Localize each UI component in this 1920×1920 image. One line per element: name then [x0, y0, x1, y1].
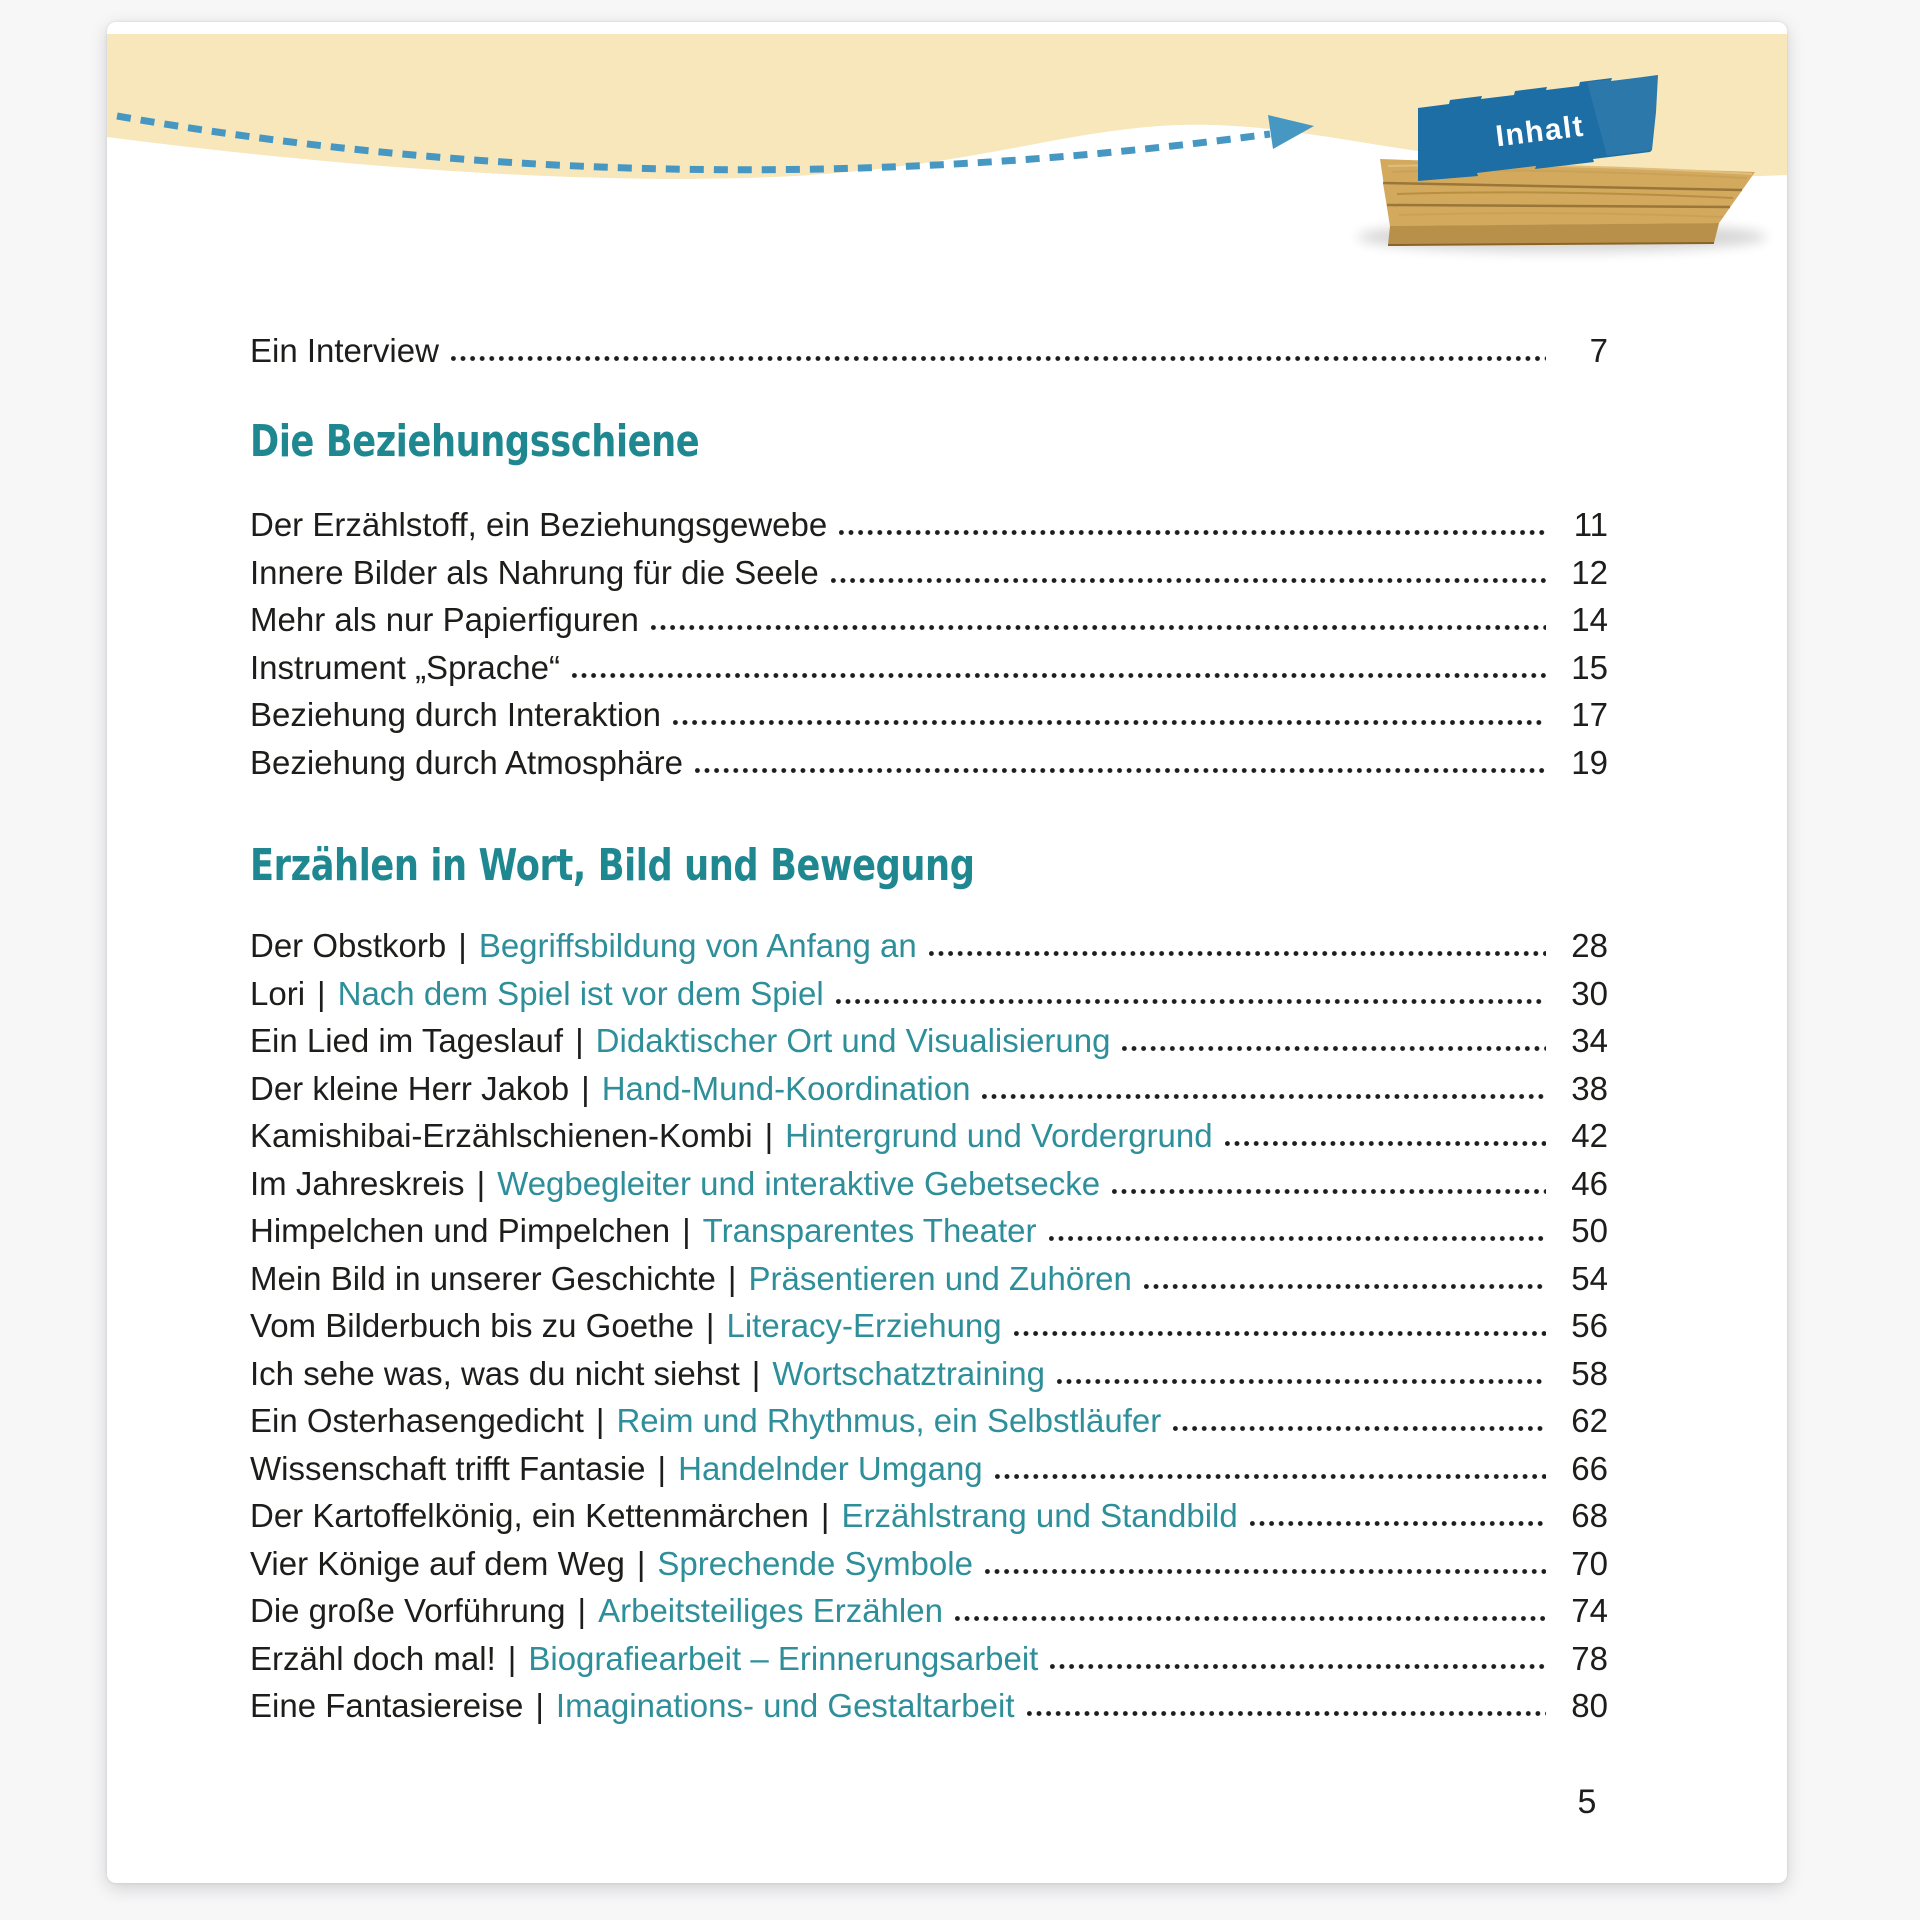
dot-leader	[955, 1616, 1546, 1621]
entry-title: Ein Lied im Tageslauf	[250, 1022, 564, 1059]
entry-page-number: 66	[1571, 1449, 1608, 1487]
entry-subtitle: Transparentes Theater	[702, 1212, 1037, 1249]
dot-leader	[1050, 1664, 1546, 1669]
title-separator: |	[751, 1354, 761, 1392]
toc-entry	[250, 1630, 1608, 1678]
toc-entry	[250, 687, 1608, 735]
toc-entry	[250, 1393, 1608, 1441]
dot-leader	[451, 356, 1546, 361]
entry-title: Erzähl doch mal!	[250, 1639, 496, 1677]
toc-entry	[250, 1250, 1608, 1298]
toc-entry	[250, 1535, 1608, 1583]
entry-title: Der Erzählstoff, ein Beziehungsgewebe	[250, 506, 828, 543]
entry-page-number: 68	[1571, 1497, 1608, 1534]
title-separator: |	[535, 1687, 544, 1724]
entry-title: Beziehung durch Interaktion	[250, 696, 661, 733]
title-separator: |	[636, 1544, 646, 1582]
dot-leader	[1049, 1236, 1546, 1241]
entry-page-number: 30	[1571, 974, 1608, 1012]
dot-leader	[1112, 1189, 1546, 1194]
entry-title: Himpelchen und Pimpelchen	[250, 1212, 671, 1249]
entry-title: Der Obstkorb	[250, 927, 447, 964]
toc-entry	[250, 639, 1608, 687]
entry-subtitle: Nach dem Spiel ist vor dem Spiel	[337, 974, 824, 1012]
entry-subtitle: Sprechende Symbole	[657, 1544, 973, 1582]
entry-title: Eine Fantasiereise	[250, 1687, 524, 1724]
entry-title: Im Jahreskreis	[250, 1164, 465, 1202]
toc-entry	[250, 1203, 1608, 1251]
entry-subtitle: Handelnder Umgang	[678, 1449, 983, 1487]
title-separator: |	[705, 1307, 715, 1344]
title-separator: |	[507, 1639, 517, 1677]
entry-page-number: 38	[1571, 1069, 1608, 1107]
entry-subtitle: Präsentieren und Zuhören	[748, 1259, 1132, 1297]
dot-leader	[836, 999, 1546, 1004]
toc	[250, 322, 1608, 1725]
entry-page-number: 11	[1573, 506, 1608, 543]
title-separator: |	[657, 1449, 667, 1487]
entry-page-number: 80	[1571, 1687, 1608, 1724]
toc-entry	[250, 1678, 1608, 1726]
dot-leader	[673, 720, 1546, 725]
book-page	[107, 22, 1787, 1883]
toc-entry	[250, 1583, 1608, 1631]
entry-page-number: 14	[1571, 601, 1608, 638]
dot-leader	[839, 530, 1546, 535]
entry-page-number: 12	[1571, 553, 1608, 591]
title-separator: |	[727, 1259, 737, 1297]
entry-page-number: 62	[1571, 1402, 1608, 1439]
title-separator: |	[575, 1022, 584, 1059]
title-separator: |	[595, 1402, 605, 1439]
entry-subtitle: Reim und Rhythmus, ein Selbstläufer	[616, 1402, 1162, 1439]
dot-leader	[651, 625, 1546, 630]
dot-leader	[995, 1474, 1546, 1479]
inhalt-tab-label: Inhalt	[1493, 109, 1587, 154]
toc-entry	[250, 322, 1608, 370]
title-separator: |	[820, 1497, 830, 1534]
entry-title: Vom Bilderbuch bis zu Goethe	[250, 1307, 694, 1344]
header-decoration	[107, 22, 1787, 292]
wooden-stand-front	[1383, 183, 1742, 245]
entry-subtitle: Literacy-Erziehung	[726, 1307, 1002, 1344]
dot-leader	[1057, 1379, 1546, 1384]
title-separator: |	[581, 1069, 590, 1107]
entry-page-number: 15	[1571, 648, 1608, 686]
entry-subtitle: Hand-Mund-Koordination	[601, 1069, 971, 1107]
entry-page-number: 34	[1571, 1022, 1608, 1059]
entry-page-number: 19	[1571, 743, 1608, 781]
entry-title: Beziehung durch Atmosphäre	[250, 743, 683, 781]
entry-title: Mehr als nur Papierfiguren	[250, 601, 639, 638]
dot-leader	[1144, 1284, 1546, 1289]
entry-page-number: 50	[1571, 1212, 1608, 1249]
title-separator: |	[458, 927, 467, 964]
entry-subtitle: Begriffsbildung von Anfang an	[478, 927, 917, 964]
toc-intro	[250, 322, 1608, 370]
title-separator: |	[577, 1592, 587, 1629]
toc-entry	[250, 1488, 1608, 1536]
dot-leader	[1122, 1046, 1546, 1051]
toc-entry	[250, 544, 1608, 592]
entry-page-number: 74	[1571, 1592, 1608, 1629]
toc-entry	[250, 1345, 1608, 1393]
toc-entry	[250, 1155, 1608, 1203]
title-separator: |	[317, 974, 326, 1012]
toc-entry	[250, 1013, 1608, 1061]
toc-entry	[250, 1060, 1608, 1108]
dot-leader	[929, 951, 1546, 956]
dot-leader	[572, 673, 1546, 678]
entry-subtitle: Wegbegleiter und interaktive Gebetsecke	[497, 1164, 1101, 1202]
entry-page-number: 7	[1589, 331, 1608, 369]
section-heading: Erzählen in Wort, Bild und Bewegung	[250, 839, 975, 891]
entry-page-number: 17	[1571, 696, 1608, 733]
entry-title: Ich sehe was, was du nicht siehst	[250, 1354, 740, 1392]
entry-subtitle: Erzählstrang und Standbild	[841, 1497, 1238, 1534]
entry-page-number: 70	[1571, 1544, 1608, 1582]
toc-entry	[250, 918, 1608, 966]
toc-entry	[250, 592, 1608, 640]
dot-leader	[695, 768, 1546, 773]
entry-subtitle: Biografiearbeit – Erinnerungsarbeit	[528, 1639, 1039, 1677]
dot-leader	[1014, 1331, 1546, 1336]
entry-title: Lori	[250, 974, 306, 1012]
dot-leader	[1250, 1521, 1546, 1526]
page-folio: 5	[1577, 1783, 1597, 1821]
entry-title: Mein Bild in unserer Geschichte	[250, 1259, 716, 1297]
dot-leader	[985, 1569, 1546, 1574]
entry-subtitle: Hintergrund und Vordergrund	[785, 1117, 1213, 1154]
entry-title: Wissenschaft trifft Fantasie	[250, 1449, 646, 1487]
entry-title: Vier Könige auf dem Weg	[250, 1544, 625, 1582]
toc-entry	[250, 965, 1608, 1013]
dot-leader	[831, 578, 1546, 583]
entry-page-number: 78	[1571, 1639, 1608, 1677]
entry-page-number: 58	[1571, 1354, 1608, 1392]
section-heading: Die Beziehungsschiene	[250, 415, 700, 467]
entry-title: Kamishibai-Erzählschienen-Kombi	[250, 1117, 753, 1154]
dot-leader	[982, 1094, 1546, 1099]
toc-section	[250, 836, 1608, 1726]
title-separator: |	[476, 1164, 486, 1202]
entry-page-number: 54	[1571, 1259, 1608, 1297]
entry-page-number: 42	[1571, 1117, 1608, 1154]
entry-subtitle: Arbeitsteiliges Erzählen	[598, 1592, 943, 1629]
toc-entry	[250, 1440, 1608, 1488]
entry-subtitle: Wortschatztraining	[772, 1354, 1045, 1392]
entry-title: Ein Interview	[250, 331, 439, 369]
entry-title: Instrument „Sprache“	[250, 648, 560, 686]
entry-title: Ein Osterhasengedicht	[250, 1402, 584, 1439]
title-separator: |	[764, 1117, 774, 1154]
toc-entry	[250, 1108, 1608, 1156]
toc-entry	[250, 1298, 1608, 1346]
toc-entry	[250, 734, 1608, 782]
entry-title: Der kleine Herr Jakob	[250, 1069, 570, 1107]
entry-page-number: 56	[1571, 1307, 1608, 1344]
entry-page-number: 28	[1571, 927, 1608, 964]
entry-subtitle: Didaktischer Ort und Visualisierung	[595, 1022, 1111, 1059]
entry-page-number: 46	[1571, 1164, 1608, 1202]
dot-leader	[1173, 1426, 1546, 1431]
entry-title: Die große Vorführung	[250, 1592, 566, 1629]
entry-subtitle: Imaginations- und Gestaltarbeit	[555, 1687, 1015, 1724]
dot-leader	[1225, 1141, 1546, 1146]
toc-section	[250, 412, 1608, 782]
toc-entry	[250, 497, 1608, 545]
entry-title: Der Kartoffelkönig, ein Kettenmärchen	[250, 1497, 809, 1534]
toc-sections	[250, 412, 1608, 1726]
entry-title: Innere Bilder als Nahrung für die Seele	[250, 553, 819, 591]
title-separator: |	[682, 1212, 691, 1249]
dot-leader	[1027, 1711, 1547, 1716]
